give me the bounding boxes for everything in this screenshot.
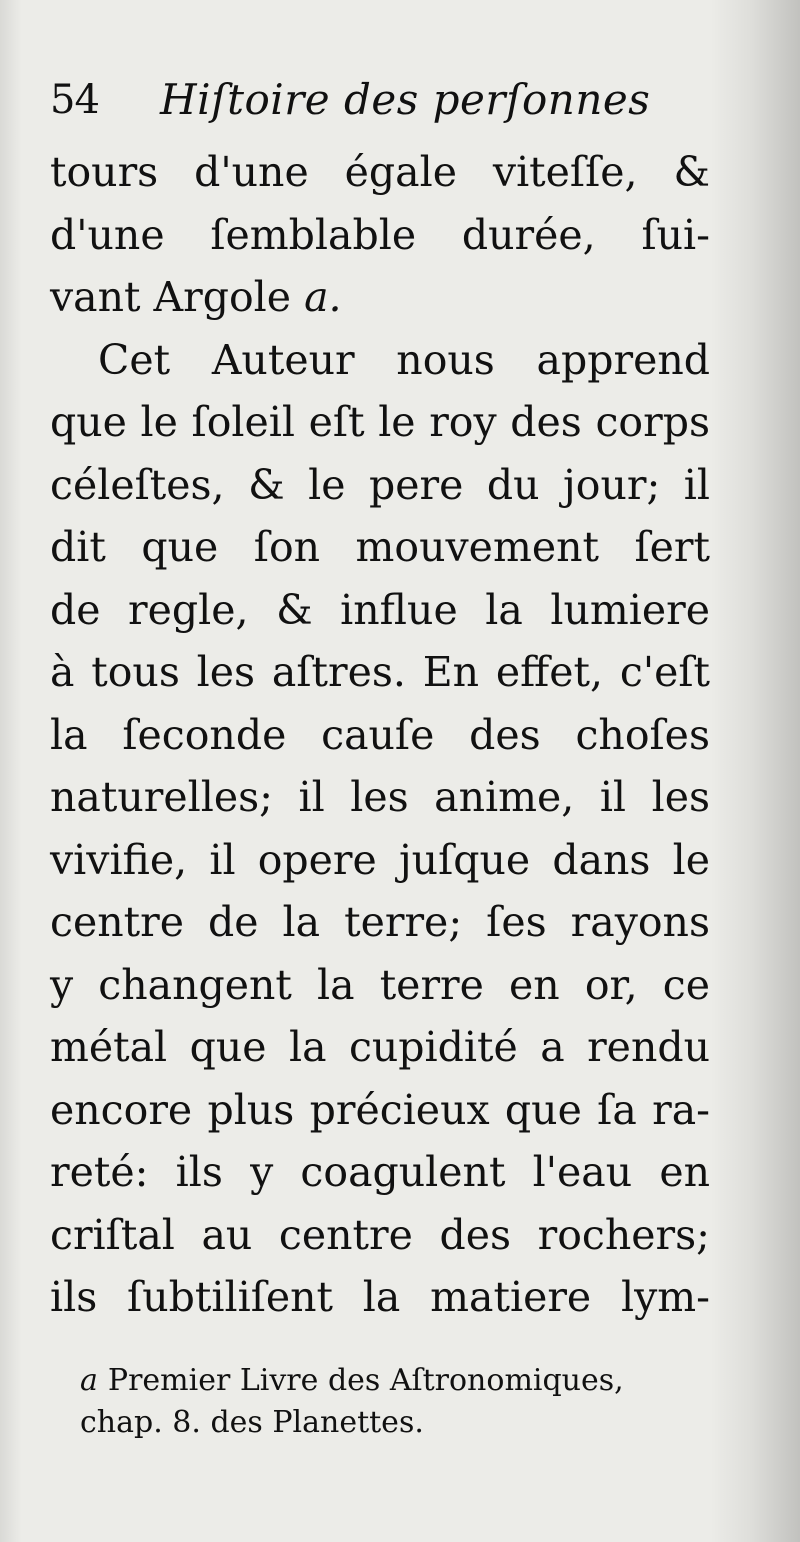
text-line: encore plus précieux que ſa ra-: [50, 1085, 710, 1134]
footnote-marker: a: [80, 1363, 98, 1398]
page-number: 54: [50, 77, 99, 123]
text-line: ils ſubtiliſent la matiere lym-: [50, 1273, 710, 1321]
text-line: dit que ſon mouvement ſert: [50, 523, 710, 571]
text-line: à tous les aſtres. En effet, c'eſt: [50, 648, 710, 696]
gutter-shadow: [0, 0, 22, 1542]
text-line: [50, 266, 710, 329]
body-text: [50, 141, 710, 1329]
running-title: Hiſtoire des perſonnes: [160, 75, 651, 124]
footnote-reference: a.: [304, 273, 342, 321]
text-line: métal que la cupidité a rendu: [50, 1023, 710, 1071]
text-line: naturelles; il les anime, il les: [50, 773, 710, 821]
text-line: la ſeconde cauſe des choſes: [50, 710, 710, 759]
text-line: criſtal au centre des rochers;: [50, 1210, 710, 1259]
text-line: centre de la terre; ſes rayons: [50, 898, 710, 946]
text-line-content: vant Argole: [50, 273, 292, 321]
footnote-text: Premier Livre des Aſtronomiques,: [107, 1363, 624, 1398]
page-header: [50, 70, 710, 130]
footnote: [80, 1360, 710, 1444]
text-line: vivifie, il opere juſque dans le: [50, 835, 710, 884]
paragraph-start-line: Cet Auteur nous apprend: [98, 335, 710, 384]
text-line: céleſtes, & le pere du jour; il: [50, 460, 710, 509]
text-line: y changent la terre en or, ce: [50, 960, 710, 1009]
text-line: que le ſoleil eſt le roy des corps: [50, 398, 710, 446]
text-line: tours d'une égale viteſſe, &: [50, 148, 710, 196]
footnote-line: chap. 8. des Planettes.: [80, 1405, 424, 1440]
page-edge-shadow: [710, 0, 800, 1542]
text-line: reté: ils y coagulent l'eau en: [50, 1148, 710, 1196]
text-line: d'une ſemblable durée, ſui-: [50, 210, 710, 259]
text-line: de regle, & influe la lumiere: [50, 585, 710, 634]
footnote-line: [80, 1360, 710, 1402]
